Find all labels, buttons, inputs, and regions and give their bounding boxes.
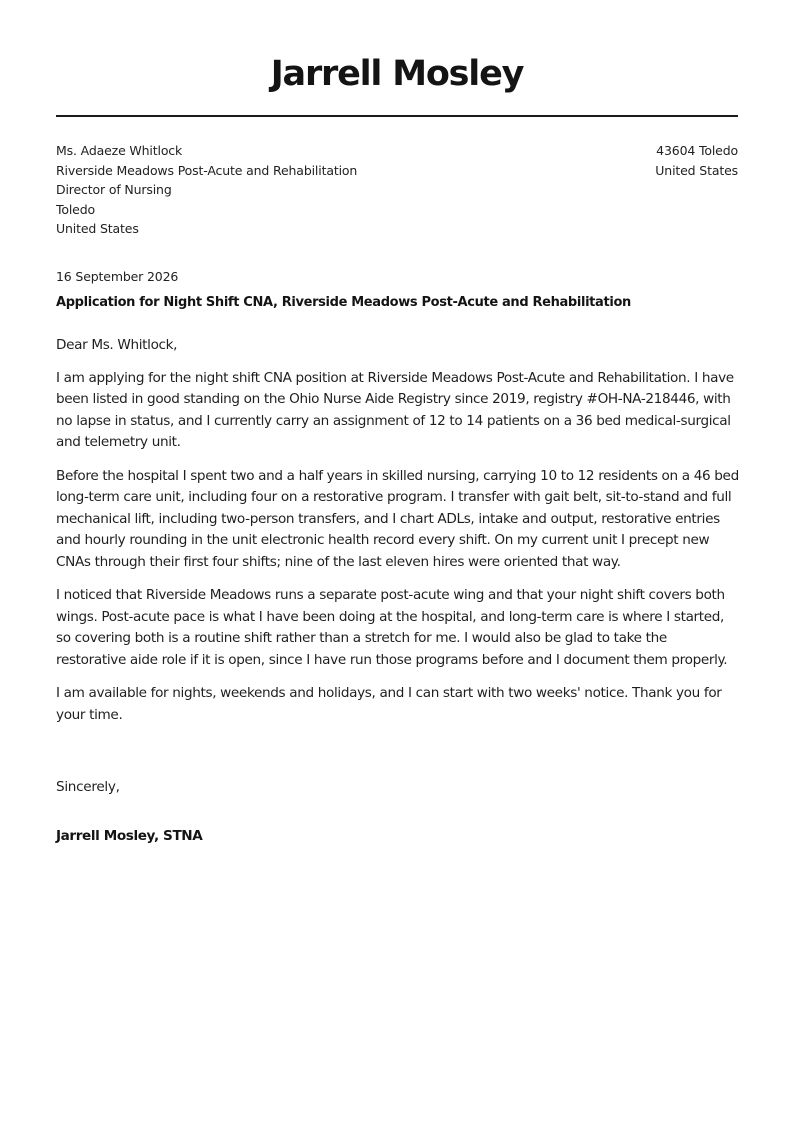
letter-body [56,335,740,738]
letter-signature: Jarrell Mosley, STNA [56,828,203,844]
body-paragraph-3: I noticed that Riverside Meadows runs a separate post-acute wing and that your night shift covers both wings. Post-acute pace is what I have been doing at the hospital, and long-term care is where I started, so covering both is a routine shift rather than a stretch for me. I would also be glad to take the restorative aide role if it is open, since I have run those programs before and I document them properly. [56,587,728,668]
sender-address [655,141,738,180]
letter-subject: Application for Night Shift CNA, Riverside Meadows Post-Acute and Rehabilitation [56,295,631,310]
body-paragraph-1: I am applying for the night shift CNA position at Riverside Meadows Post-Acute and Rehabilitation. I have been listed in good standing on the Ohio Nurse Aide Registry since 2019, registry #OH-NA-218446, with no lapse in status, and I currently carry an assignment of 12 to 14 patients on a 36 bed medical-surgical and telemetry unit. [56,369,734,450]
applicant-name: Jarrell Mosley [270,54,524,94]
letter-closing: Sincerely, [56,779,120,795]
sender-postal-city: 43604 Toledo [656,143,738,158]
letter-date: 16 September 2026 [56,269,179,284]
recipient-address [56,141,357,239]
recipient-name: Ms. Adaeze Whitlock [56,143,183,158]
recipient-title: Director of Nursing [56,182,172,197]
sender-country: United States [655,162,738,178]
body-paragraph-4: I am available for nights, weekends and holidays, and I can start with two weeks' notice. Thank you for your time. [56,685,722,723]
letter-greeting: Dear Ms. Whitlock, [56,337,178,353]
recipient-country: United States [56,221,139,236]
recipient-organization: Riverside Meadows Post-Acute and Rehabilitation [56,162,358,178]
recipient-city: Toledo [56,201,96,217]
header-divider [56,115,738,117]
body-paragraph-2: Before the hospital I spent two and a half years in skilled nursing, carrying 10 to 12 residents on a 46 bed long-term care unit, including four on a restorative program. I transfer with gait belt, sit-to-stand and full mechanical lift, including two-person transfers, and I chart ADLs, intake and output, restorative entries and hourly rounding in the unit electronic health record every shift. On my current unit I precept new CNAs through their first four shifts; nine of the last eleven hires were oriented that way. [56,467,739,570]
